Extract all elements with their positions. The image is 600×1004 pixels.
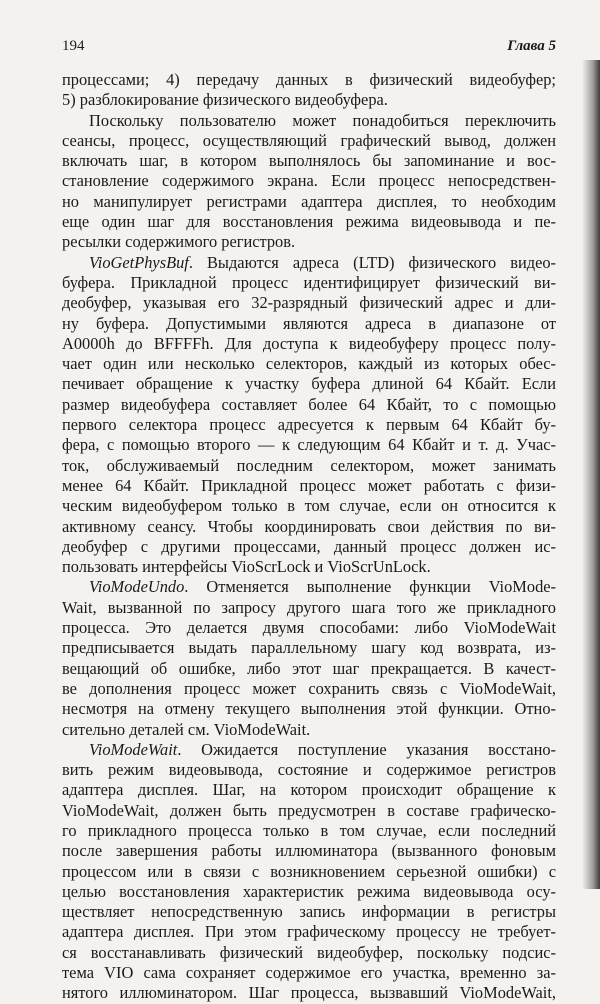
text-line	[62, 151, 556, 171]
line-text: A0000h до BFFFFh. Для доступа к видеобуферу процесс полу-	[62, 333, 556, 353]
line-text: еще один шаг для восстановления режима видеовывода и пе-	[62, 212, 556, 232]
text-line	[62, 476, 556, 496]
line-text: фера, с помощью второго — к следующим 64 Кбайт и т. д. Учас-	[62, 435, 556, 455]
text-line	[62, 659, 556, 679]
line-text: ществляет непосредственную запись информации в регистры	[62, 902, 556, 922]
line-text: предписывается выдать параллельному шагу код возврата, из-	[62, 638, 556, 658]
line-text: сительно деталей см. VioModeWait.	[62, 719, 311, 739]
line-text: деобуфер с другими процессами, данный процесс должен ис-	[62, 536, 556, 556]
text-line	[62, 496, 556, 516]
text-line	[62, 70, 556, 90]
line-text: размер видеобуфера составляет более 64 Кбайт, то с помощью	[62, 394, 556, 414]
line-text: ве дополнения процесс может сохранить связь с VioModeWait,	[62, 678, 556, 698]
text-line	[62, 90, 556, 110]
line-text: ток, обслуживаемый последним селектором, может занимать	[62, 455, 556, 475]
line-text: VioModeWait, должен быть предусмотрен в составе графическо-	[62, 800, 556, 820]
line-text: целью восстановления характеристик режима видеовывода осу-	[62, 881, 556, 901]
line-text: ся восстанавливать физический видеобуфер, поскольку подсис-	[62, 942, 556, 962]
text-line	[62, 232, 556, 252]
text-line	[62, 720, 556, 740]
text-line	[62, 577, 556, 597]
text-line	[62, 192, 556, 212]
line-text: нятого иллюминатором. Шаг процесса, вызвавший VioModeWait,	[62, 983, 556, 1003]
text-line	[62, 537, 556, 557]
line-text: вещающий об ошибке, либо этот шаг прекращается. В качест-	[62, 658, 556, 678]
line-text: включать шаг, в котором выполнялось бы запоминание и вос-	[62, 151, 556, 171]
line-text: адаптера дисплея. Шаг, на котором происходит обращение к	[62, 780, 556, 800]
text-line	[62, 780, 556, 800]
line-text: процесса. Это делается двумя способами: либо VioModeWait	[62, 618, 556, 638]
text-line	[62, 456, 556, 476]
line-text: буфера. Прикладной процесс идентифицирует физический ви-	[62, 272, 556, 292]
line-text: . Отменяется выполнение функции VioMode-	[184, 577, 556, 597]
body-text	[62, 70, 556, 1004]
function-term: VioGetPhysBuf	[89, 252, 189, 272]
text-line	[62, 902, 556, 922]
line-text: становление содержимого экрана. Если процесс непосредствен-	[62, 171, 556, 191]
text-line	[62, 557, 556, 577]
text-line	[62, 131, 556, 151]
line-text: 5) разблокирование физического видеобуфера.	[62, 90, 388, 110]
line-text: . Выдаются адреса (LTD) физического видео-	[188, 252, 556, 272]
line-text: сеансы, процесс, осуществляющий графический вывод, должен	[62, 130, 556, 150]
running-header	[62, 38, 556, 60]
text-line	[62, 963, 556, 983]
text-line	[62, 922, 556, 942]
text-line	[62, 253, 556, 273]
paragraph	[62, 740, 556, 1004]
text-line	[62, 111, 556, 131]
line-text: активному сеансу. Чтобы координировать свои действия по ви-	[62, 516, 556, 536]
line-text: . Ожидается поступление указания восстано-	[177, 739, 556, 759]
paragraph	[62, 577, 556, 739]
line-text: го прикладного процесса только в том случае, если последний	[62, 820, 556, 840]
text-line	[62, 760, 556, 780]
text-line	[62, 314, 556, 334]
text-line	[62, 801, 556, 821]
line-text: после завершения работы иллюминатора (вызванного фоновым	[62, 841, 556, 861]
line-text: процессами; 4) передачу данных в физический видеобуфер;	[62, 70, 556, 89]
function-term: VioModeWait	[89, 739, 178, 759]
text-line	[62, 699, 556, 719]
text-line	[62, 983, 556, 1003]
text-line	[62, 293, 556, 313]
line-text: Поскольку пользователю может понадобиться переключить	[89, 110, 556, 130]
paragraph	[62, 253, 556, 578]
text-line	[62, 354, 556, 374]
text-line	[62, 740, 556, 760]
line-text: первого селектора процесс адресуется к первым 64 Кбайт бу-	[62, 415, 556, 435]
line-text: несмотря на отмену текущего выполнения этой функции. Отно-	[62, 699, 556, 719]
text-line	[62, 882, 556, 902]
line-text: чает один или несколько селекторов, каждый из которых обес-	[62, 354, 556, 374]
text-line	[62, 638, 556, 658]
paragraph	[62, 70, 556, 111]
text-line	[62, 943, 556, 963]
text-line	[62, 395, 556, 415]
text-line	[62, 598, 556, 618]
chapter-title: Глава 5	[507, 38, 556, 54]
line-text: адаптера дисплея. При этом графическому процессу не требует-	[62, 922, 556, 942]
line-text: ческим видеобуфером только в том случае, если он относится к	[62, 496, 556, 516]
text-line	[62, 273, 556, 293]
page-edge-shadow	[582, 60, 600, 889]
text-line	[62, 517, 556, 537]
function-term: VioModeUndo	[89, 577, 185, 597]
text-line	[62, 415, 556, 435]
page-number: 194	[62, 38, 85, 54]
text-line	[62, 618, 556, 638]
line-text: процессом или в связи с возникновением серьезной ошибки) с	[62, 861, 556, 881]
line-text: пользовать интерфейсы VioScrLock и VioScrUnLock.	[62, 557, 431, 577]
line-text: вить режим видеовывода, состояние и содержимое регистров	[62, 760, 556, 780]
text-line	[62, 171, 556, 191]
text-line	[62, 212, 556, 232]
line-text: печивает обращение к участку буфера длиной 64 Кбайт. Если	[62, 374, 556, 394]
text-line	[62, 821, 556, 841]
text-line	[62, 435, 556, 455]
text-line	[62, 374, 556, 394]
line-text: деобуфер, указывая его 32-разрядный физический адрес и дли-	[62, 293, 556, 313]
text-line	[62, 334, 556, 354]
paragraph	[62, 111, 556, 253]
line-text: менее 64 Кбайт. Прикладной процесс может работать с физи-	[62, 475, 556, 495]
line-text: ресылки содержимого регистров.	[62, 232, 296, 252]
line-text: Wait, вызванной по запросу другого шага того же прикладного	[62, 597, 556, 617]
line-text: но манипулирует регистрами адаптера дисплея, то необходим	[62, 191, 556, 211]
text-line	[62, 679, 556, 699]
line-text: ну буфера. Допустимыми являются адреса в диапазоне от	[62, 313, 556, 333]
text-line	[62, 862, 556, 882]
line-text: тема VIO сама сохраняет содержимое его участка, временно за-	[62, 963, 556, 983]
text-line	[62, 841, 556, 861]
